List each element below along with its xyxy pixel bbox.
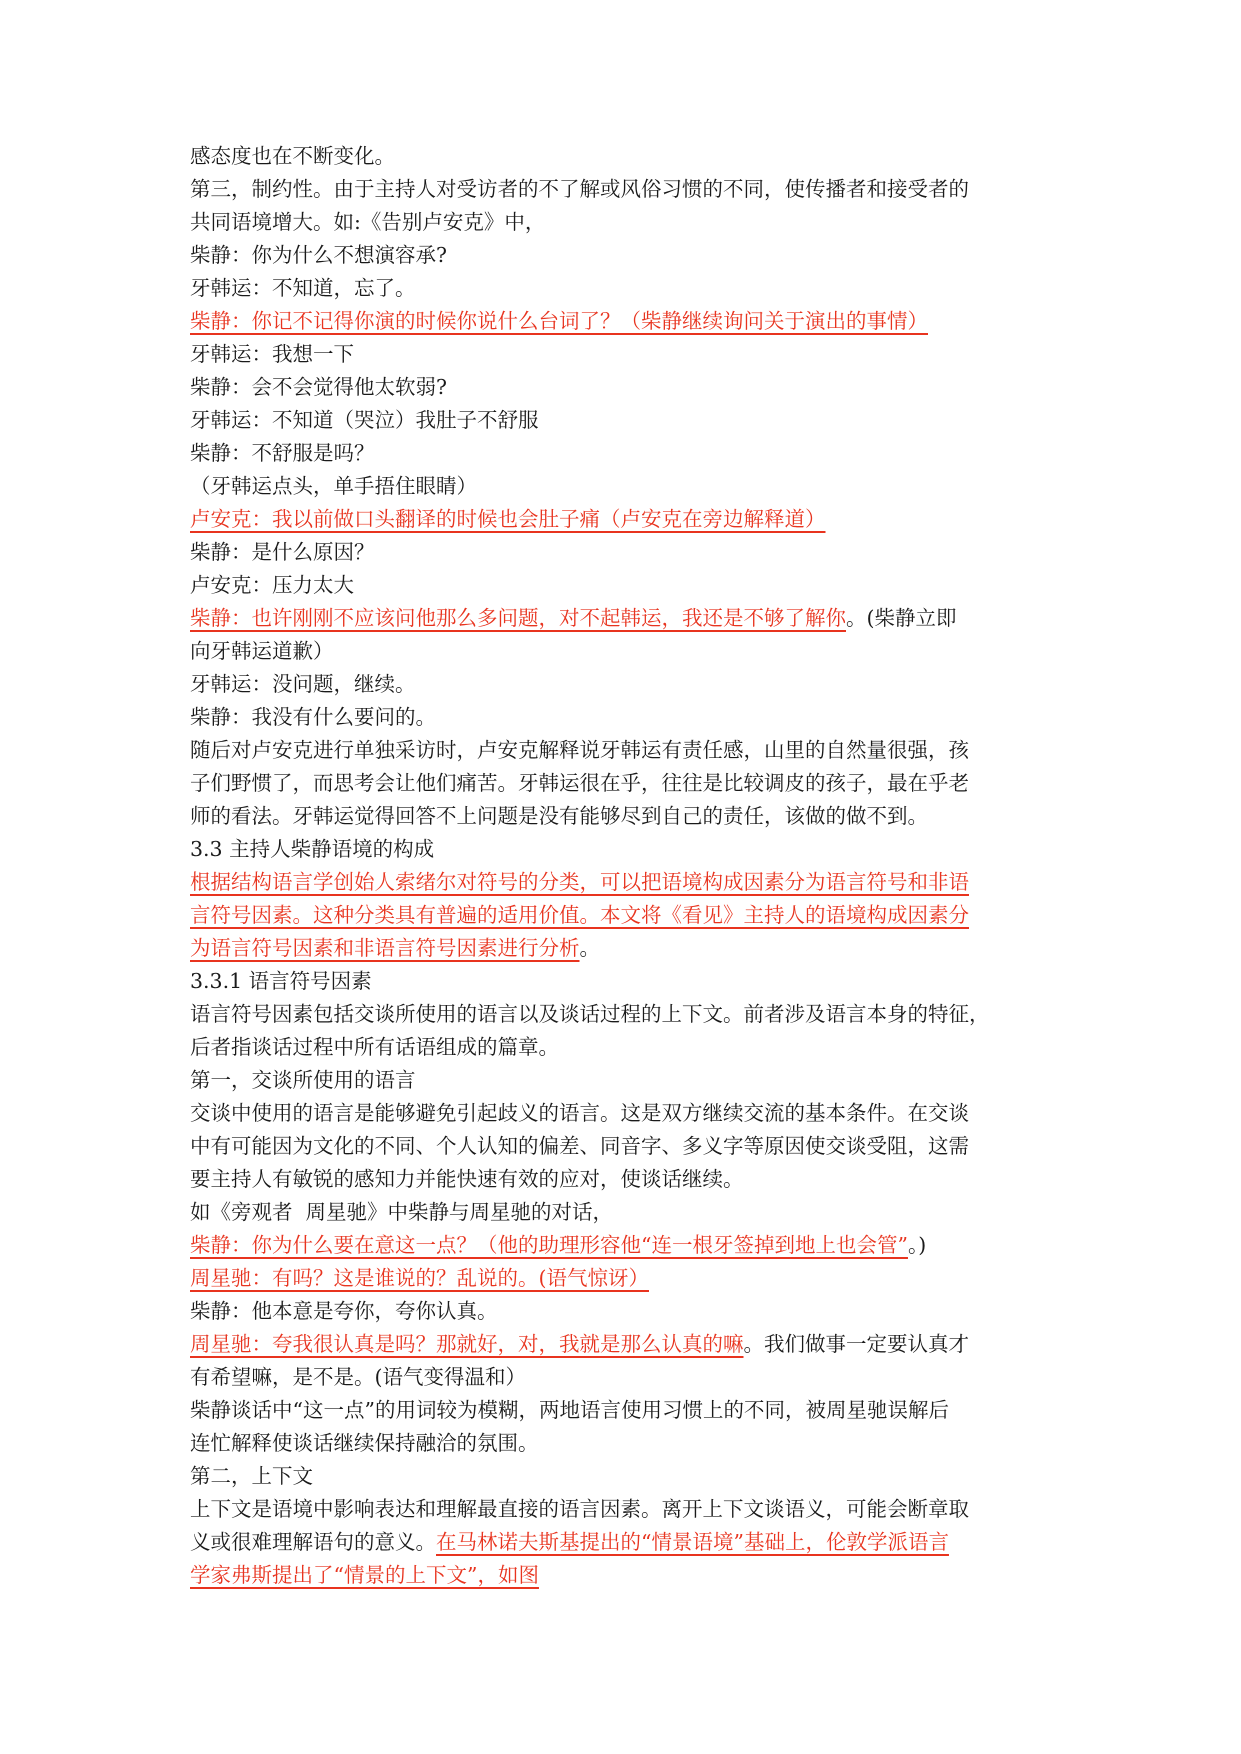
highlighted-text: 学家弗斯提出了“情景的上下文”，如图 bbox=[190, 1563, 539, 1587]
text-segment: 柴静谈话中“这一点”的用词较为模糊，两地语言使用习惯上的不同，被周星驰误解后 bbox=[190, 1398, 949, 1422]
text-segment: 有希望嘛，是不是。(语气变得温和） bbox=[190, 1365, 526, 1389]
text-segment: （牙韩运点头，单手捂住眼睛） bbox=[190, 474, 477, 498]
text-line bbox=[190, 1130, 1060, 1163]
text-segment: 柴静：不舒服是吗？ bbox=[190, 441, 375, 465]
text-line bbox=[190, 140, 1060, 173]
text-segment: 柴静：我没有什么要问的。 bbox=[190, 705, 436, 729]
text-segment: 。) bbox=[907, 1233, 927, 1257]
highlighted-text: 为语言符号因素和非语言符号因素进行分析 bbox=[190, 936, 580, 960]
text-segment: 牙韩运：没问题，继续。 bbox=[190, 672, 416, 696]
highlighted-text: 周星驰：夸我很认真是吗？那就好，对，我就是那么认真的嘛 bbox=[190, 1332, 744, 1356]
text-line bbox=[190, 833, 1060, 866]
text-segment: 牙韩运：不知道（哭泣）我肚子不舒服 bbox=[190, 408, 539, 432]
text-segment: 柴静：你为什么不想演容承? bbox=[190, 243, 447, 267]
text-segment: 3.3.1 语言符号因素 bbox=[190, 969, 372, 993]
text-line bbox=[190, 635, 1060, 668]
text-line bbox=[190, 173, 1060, 206]
text-segment: 共同语境增大。如:《告别卢安克》中， bbox=[190, 210, 546, 234]
text-line bbox=[190, 899, 1060, 932]
text-line bbox=[190, 470, 1060, 503]
text-line bbox=[190, 536, 1060, 569]
text-line bbox=[190, 1361, 1060, 1394]
text-segment: 第二，上下文 bbox=[190, 1464, 313, 1488]
text-line bbox=[190, 1064, 1060, 1097]
highlighted-text: 卢安克：我以前做口头翻译的时候也会肚子痛（卢安克在旁边解释道） bbox=[190, 507, 826, 531]
text-line bbox=[190, 272, 1060, 305]
text-line bbox=[190, 800, 1060, 833]
text-segment: 语言符号因素包括交谈所使用的语言以及谈话过程的上下文。前者涉及语言本身的特征， bbox=[190, 1002, 990, 1026]
text-line bbox=[190, 239, 1060, 272]
highlighted-text: 根据结构语言学创始人索绪尔对符号的分类，可以把语境构成因素分为语言符号和非语 bbox=[190, 870, 969, 894]
text-line bbox=[190, 1328, 1060, 1361]
highlighted-text: 周星驰：有吗？这是谁说的？乱说的。(语气惊讶） bbox=[190, 1266, 649, 1290]
text-segment: 中有可能因为文化的不同、个人认知的偏差、同音字、多义字等原因使交谈受阻，这需 bbox=[190, 1134, 969, 1158]
text-line bbox=[190, 404, 1060, 437]
text-segment: 卢安克：压力太大 bbox=[190, 573, 354, 597]
text-line bbox=[190, 1031, 1060, 1064]
text-segment: 连忙解释使谈话继续保持融洽的氛围。 bbox=[190, 1431, 539, 1455]
text-segment: 柴静：他本意是夸你，夸你认真。 bbox=[190, 1299, 498, 1323]
text-segment: 3.3 主持人柴静语境的构成 bbox=[190, 837, 435, 861]
text-line bbox=[190, 1295, 1060, 1328]
text-segment: 子们野惯了，而思考会让他们痛苦。牙韩运很在乎，往往是比较调皮的孩子，最在乎老 bbox=[190, 771, 969, 795]
text-segment: 向牙韩运道歉） bbox=[190, 639, 334, 663]
text-line bbox=[190, 1427, 1060, 1460]
text-segment: 柴静：会不会觉得他太软弱? bbox=[190, 375, 447, 399]
text-line bbox=[190, 701, 1060, 734]
text-segment: 牙韩运：不知道，忘了。 bbox=[190, 276, 416, 300]
text-line bbox=[190, 206, 1060, 239]
text-line bbox=[190, 1493, 1060, 1526]
text-line bbox=[190, 1097, 1060, 1130]
text-segment: 上下文是语境中影响表达和理解最直接的语言因素。离开上下文谈语义，可能会断章取 bbox=[190, 1497, 969, 1521]
text-line bbox=[190, 932, 1060, 965]
text-line bbox=[190, 305, 1060, 338]
text-line bbox=[190, 602, 1060, 635]
text-line bbox=[190, 734, 1060, 767]
document-body bbox=[190, 140, 1060, 1592]
text-line bbox=[190, 1526, 1060, 1559]
text-line bbox=[190, 965, 1060, 998]
text-segment: 柴静：是什么原因？ bbox=[190, 540, 375, 564]
text-line bbox=[190, 503, 1060, 536]
text-segment: 第一，交谈所使用的语言 bbox=[190, 1068, 416, 1092]
text-line bbox=[190, 1394, 1060, 1427]
text-line bbox=[190, 668, 1060, 701]
text-line bbox=[190, 569, 1060, 602]
text-line bbox=[190, 437, 1060, 470]
text-segment: 牙韩运：我想一下 bbox=[190, 342, 354, 366]
text-line bbox=[190, 998, 1060, 1031]
text-line bbox=[190, 866, 1060, 899]
highlighted-text: 柴静：你记不记得你演的时候你说什么台词了？（柴静继续询问关于演出的事情） bbox=[190, 309, 928, 333]
text-segment: 。 bbox=[579, 936, 600, 960]
text-segment: 师的看法。牙韩运觉得回答不上问题是没有能够尽到自己的责任，该做的做不到。 bbox=[190, 804, 928, 828]
text-line bbox=[190, 1163, 1060, 1196]
text-line bbox=[190, 1460, 1060, 1493]
text-line bbox=[190, 1262, 1060, 1295]
text-segment: 随后对卢安克进行单独采访时，卢安克解释说牙韩运有责任感，山里的自然量很强，孩 bbox=[190, 738, 969, 762]
text-segment: 义或很难理解语句的意义。 bbox=[190, 1530, 436, 1554]
text-segment: 如《旁观者 周星驰》中柴静与周星驰的对话， bbox=[190, 1200, 614, 1224]
text-segment: 第三，制约性。由于主持人对受访者的不了解或风俗习惯的不同，使传播者和接受者的 bbox=[190, 177, 969, 201]
highlighted-text: 在马林诺夫斯基提出的“情景语境”基础上，伦敦学派语言 bbox=[436, 1530, 949, 1554]
text-line bbox=[190, 767, 1060, 800]
text-segment: 后者指谈话过程中所有话语组成的篇章。 bbox=[190, 1035, 559, 1059]
highlighted-text: 柴静：你为什么要在意这一点？（他的助理形容他“连一根牙签掉到地上也会管” bbox=[190, 1233, 908, 1257]
text-segment: 。(柴静立即 bbox=[846, 606, 957, 630]
text-segment: 要主持人有敏锐的感知力并能快速有效的应对，使谈话继续。 bbox=[190, 1167, 744, 1191]
text-line bbox=[190, 1229, 1060, 1262]
text-line bbox=[190, 338, 1060, 371]
text-segment: 交谈中使用的语言是能够避免引起歧义的语言。这是双方继续交流的基本条件。在交谈 bbox=[190, 1101, 969, 1125]
text-segment: 。我们做事一定要认真才 bbox=[743, 1332, 969, 1356]
highlighted-text: 柴静：也许刚刚不应该问他那么多问题，对不起韩运，我还是不够了解你 bbox=[190, 606, 846, 630]
text-segment: 感态度也在不断变化。 bbox=[190, 144, 395, 168]
text-line bbox=[190, 371, 1060, 404]
highlighted-text: 言符号因素。这种分类具有普遍的适用价值。本文将《看见》主持人的语境构成因素分 bbox=[190, 903, 969, 927]
text-line bbox=[190, 1196, 1060, 1229]
text-line bbox=[190, 1559, 1060, 1592]
